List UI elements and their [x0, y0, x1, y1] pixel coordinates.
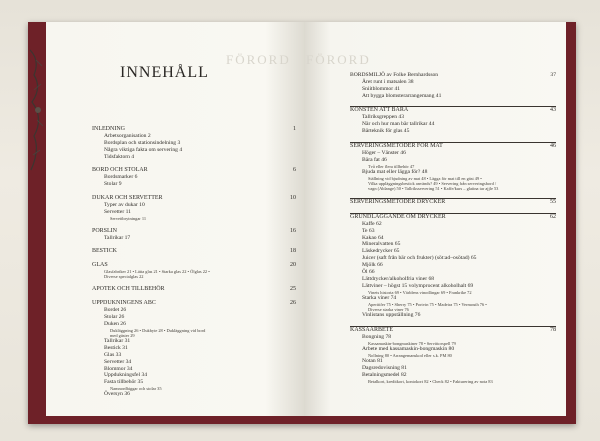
- toc-entry-label: Året runt i matsalen 38: [362, 78, 414, 85]
- toc-entry-label: INLEDNING: [92, 126, 125, 132]
- toc-entry-label: Blommor 34: [104, 365, 133, 372]
- toc-entry-label: Mineralvatten 65: [362, 241, 401, 248]
- toc-entry-label: Höger – Vänster 46: [362, 149, 406, 156]
- toc-entry: [350, 358, 556, 365]
- toc-section: [350, 213, 556, 221]
- toc-page-number: 78: [550, 326, 556, 333]
- toc-entry-label: Starka viner 74: [362, 294, 397, 301]
- toc-entry-label: Stolar 9: [104, 181, 122, 188]
- toc-entry-label: Servetter 34: [104, 358, 132, 365]
- right-page: [304, 22, 566, 416]
- toc-entry: [92, 352, 296, 359]
- toc-page-number: 10: [290, 194, 296, 201]
- toc-entry: [350, 157, 556, 164]
- toc-page-number: 46: [550, 142, 556, 149]
- toc-entry-label: Bordsplan och stationsindelning 3: [104, 139, 181, 146]
- toc-entry-label: Några viktiga fakta om servering 4: [104, 146, 183, 153]
- toc-entry: [350, 295, 556, 302]
- toc-entry-label: Nollning 80 • Arrangemanskod eller s.k. PM 80: [368, 352, 452, 358]
- toc-entry: [92, 391, 296, 398]
- toc-page-number: 62: [550, 213, 556, 220]
- toc-entry: [92, 235, 296, 242]
- toc-gap: [92, 221, 296, 228]
- toc-entry-label: Uppdukningsfel 34: [104, 372, 148, 379]
- toc-entry-label: Arbetsorganisation 2: [104, 132, 151, 139]
- toc-entry-label: Servetter 11: [104, 208, 131, 215]
- toc-subentry: [350, 186, 556, 191]
- toc-section: [350, 198, 556, 206]
- page-title: INNEHÅLL: [120, 64, 209, 81]
- toc-entry-label: GLAS: [92, 262, 108, 269]
- toc-entry-label: Öl 66: [362, 269, 375, 276]
- toc-entry-label: Kassamaskin-bongmaskiner 78 • Servittorspell 79: [368, 340, 456, 346]
- toc-entry: [350, 255, 556, 262]
- toc-entry: [350, 79, 556, 86]
- toc-entry-label: När och hur man bär tallrikar 44: [362, 121, 435, 128]
- show-through-title: FÖRORD: [226, 52, 291, 67]
- toc-entry: [350, 372, 556, 379]
- toc-entry: [92, 154, 296, 161]
- toc-entry: [350, 114, 556, 121]
- toc-entry-label: Lättdrycker/alkoholfria viner 68: [362, 275, 435, 282]
- toc-entry: [92, 307, 296, 314]
- toc-entry: [350, 269, 556, 276]
- toc-gap: [350, 206, 556, 213]
- toc-entry-label: DUKAR OCH SERVETTER: [92, 194, 163, 201]
- toc-entry-label: Betalningsmedel 82: [362, 371, 407, 378]
- toc-entry: [350, 128, 556, 135]
- toc-gap: [92, 241, 296, 248]
- toc-entry-label: Fasta tillbehör 35: [104, 379, 144, 386]
- toc-entry-label: Typer av dukar 10: [104, 201, 145, 208]
- toc-page-number: 18: [290, 248, 296, 255]
- toc-entry-label: SERVERINGSMETODER FÖR MAT: [350, 142, 443, 149]
- toc-gap: [350, 100, 556, 107]
- toc-entry-label: Tallriksgreppen 43: [362, 114, 405, 121]
- toc-entry-label: Betalkort, kreditkort, kontokort 82 • Check 82 • Fakturering av nota 83: [368, 378, 493, 384]
- toc-page-number: 1: [293, 126, 296, 132]
- toc-entry: [350, 235, 556, 242]
- toc-page-number: 55: [550, 199, 556, 206]
- toc-entry-label: Bongning 78: [362, 333, 392, 340]
- toc-page-number: 16: [290, 227, 296, 234]
- toc-entry-label: vagn (Ablange) 50 • Tallriksservering 51 • Kaffe/kurs – glaiina tar ajjle 53: [368, 186, 499, 192]
- toc-entry-label: BORD OCH STOLAR: [92, 167, 148, 174]
- toc-entry: [92, 174, 296, 181]
- toc-entry: [350, 365, 556, 372]
- toc-entry: [350, 72, 556, 79]
- toc-page-number: 26: [290, 300, 296, 307]
- left-page: [46, 22, 304, 416]
- toc-entry-label: Dagsredovisning 81: [362, 364, 407, 371]
- toc-entry-label: SERVERINGSMETODER DRYCKER: [350, 199, 446, 206]
- toc-subentry: [92, 216, 296, 221]
- toc-entry-label: Översyn 36: [104, 391, 130, 398]
- toc-entry: [350, 283, 556, 290]
- toc-entry: [350, 346, 556, 353]
- toc-entry-label: Två eller flera tillbehör 47: [368, 163, 415, 169]
- toc-entry: [350, 262, 556, 269]
- show-through-title-right: FÖRORD: [306, 52, 371, 67]
- toc-entry: [92, 202, 296, 209]
- toc-entry-label: BESTICK: [92, 248, 118, 255]
- toc-entry-label: UPPDUKNINGENS ABC: [92, 300, 156, 307]
- toc-entry: [92, 181, 296, 188]
- toc-entry-label: Dukläggning 26 • Dukbyte 28 • Dukläggning vid bord: [110, 327, 206, 333]
- toc-gap: [92, 160, 296, 167]
- toc-entry-label: Tallrikar 31: [104, 337, 131, 344]
- toc-entry: [92, 359, 296, 366]
- toc-entry-label: KASSAARBETE: [350, 326, 394, 333]
- toc-gap: [350, 135, 556, 142]
- toc-page-number: 43: [550, 107, 556, 114]
- toc-entry: [350, 86, 556, 93]
- toc-entry: [92, 133, 296, 140]
- toc-subentry: [350, 379, 556, 384]
- toc-section: [92, 248, 296, 255]
- toc-section: [350, 142, 556, 150]
- toc-entry: [350, 150, 556, 157]
- toc-entry-label: Notan 81: [362, 357, 383, 364]
- toc-entry-label: GRUNDLÄGGANDE OM DRYCKER: [350, 213, 446, 220]
- toc-entry: [350, 312, 556, 319]
- toc-entry: [92, 209, 296, 216]
- toc-entry-label: Tallrikar 17: [104, 234, 131, 241]
- toc-entry-label: Aperitifer 75 • Sherry 75 • Portvin 75 • Madeira 75 • Vermouth 76 •: [368, 301, 487, 307]
- toc-entry-label: Lättviner – högst 15 volymprocent alkoholhalt 69: [362, 282, 474, 289]
- toc-entry: [350, 221, 556, 228]
- toc-entry-label: Vinlistans uppställning 76: [362, 312, 421, 319]
- toc-page-number: 20: [290, 262, 296, 269]
- toc-section: [92, 262, 296, 269]
- toc-section: [92, 195, 296, 202]
- table-of-contents-left: [92, 126, 296, 398]
- toc-page-number: 37: [550, 72, 556, 78]
- toc-entry-label: Sniitblommor 41: [362, 85, 401, 92]
- toc-entry-label: Bordet 26: [104, 306, 127, 313]
- illustration-edge: [28, 40, 48, 200]
- toc-gap: [350, 191, 556, 198]
- toc-entry-label: Stolar 26: [104, 313, 125, 320]
- toc-entry-label: Glasfabriker 21 • Lätta glas 21 • Starka glas 22 • Ölglas 22 •: [104, 269, 210, 274]
- toc-section: [350, 326, 556, 334]
- toc-entry-label: APOTEK OCH TILLBEHÖR: [92, 286, 165, 293]
- toc-section: [92, 228, 296, 235]
- toc-page-number: 25: [290, 286, 296, 293]
- table-of-contents-right: [350, 72, 556, 384]
- toc-entry: [92, 140, 296, 147]
- toc-entry: [92, 338, 296, 345]
- toc-entry: [350, 169, 556, 176]
- toc-entry-label: Glas 33: [104, 351, 122, 358]
- toc-entry-label: Kaffe 62: [362, 220, 382, 227]
- toc-gap: [92, 188, 296, 195]
- toc-entry-label: Vilka uppläggningsbestick används? 49 • Servering från serveringsbord /: [368, 180, 497, 186]
- toc-entry-label: Bjuda mat eller lägga för? 48: [362, 168, 428, 175]
- toc-section: [92, 126, 296, 133]
- toc-entry-label: Diverse specialglas 22: [104, 274, 144, 280]
- toc-entry: [92, 147, 296, 154]
- toc-subentry: [92, 274, 296, 279]
- toc-entry-label: KONSTEN ATT BÄRA: [350, 107, 409, 114]
- toc-entry-label: Diverse starka viner 76: [368, 306, 409, 312]
- toc-entry-label: Servettbrytningar 11: [110, 215, 147, 221]
- toc-entry-label: Juicer (saft från bär och frukter) (söt:ad–osötad) 65: [362, 255, 477, 262]
- toc-gap: [92, 293, 296, 300]
- toc-entry: [350, 228, 556, 235]
- toc-entry: [92, 345, 296, 352]
- toc-entry-label: Bärteknik för glas 45: [362, 128, 410, 135]
- toc-entry-label: Vinets historia 69 • Världens vinodlingar 69 • Frankrike 72: [368, 289, 472, 295]
- toc-entry: [350, 93, 556, 100]
- toc-entry-label: Tidsfaktorn 4: [104, 153, 135, 160]
- toc-entry-label: Kakao 64: [362, 234, 384, 241]
- toc-entry-label: Namnordbiggar och stolar 35: [110, 386, 162, 392]
- toc-entry-label: Ställning vid bjudning av mat 48 • Lägga för mat till en gäst 49 •: [368, 175, 482, 181]
- toc-entry-label: Läskedrycker 65: [362, 248, 400, 255]
- toc-entry-label: Att bygga blomsterarrangemang 41: [362, 92, 442, 99]
- toc-page-number: 6: [293, 167, 296, 174]
- toc-entry-label: Duken 26: [104, 320, 126, 327]
- toc-gap: [350, 319, 556, 326]
- toc-gap: [92, 255, 296, 262]
- toc-section: [350, 106, 556, 114]
- toc-entry: [92, 372, 296, 379]
- toc-section: [92, 300, 296, 307]
- toc-entry-label: BORDSMILJÖ av Folke Bernhardsson: [350, 72, 439, 78]
- toc-entry: [92, 379, 296, 386]
- toc-entry: [350, 276, 556, 283]
- toc-entry-label: Te 63: [362, 227, 375, 234]
- toc-entry-label: Arbete med kassamaskin-bongmaskin 80: [362, 345, 455, 352]
- toc-entry-label: PORSLIN: [92, 227, 118, 234]
- toc-section: [92, 286, 296, 293]
- toc-entry-label: Bordsmarker 6: [104, 174, 138, 181]
- toc-entry-label: med gäster 29: [110, 332, 135, 338]
- toc-section: [92, 167, 296, 174]
- toc-entry: [92, 314, 296, 321]
- toc-entry: [92, 321, 296, 328]
- toc-entry-label: Mjölk 66: [362, 262, 383, 269]
- toc-entry: [350, 241, 556, 248]
- toc-entry-label: Bära fat 46: [362, 156, 387, 163]
- toc-entry-label: Bestick 31: [104, 344, 128, 351]
- toc-entry: [350, 334, 556, 341]
